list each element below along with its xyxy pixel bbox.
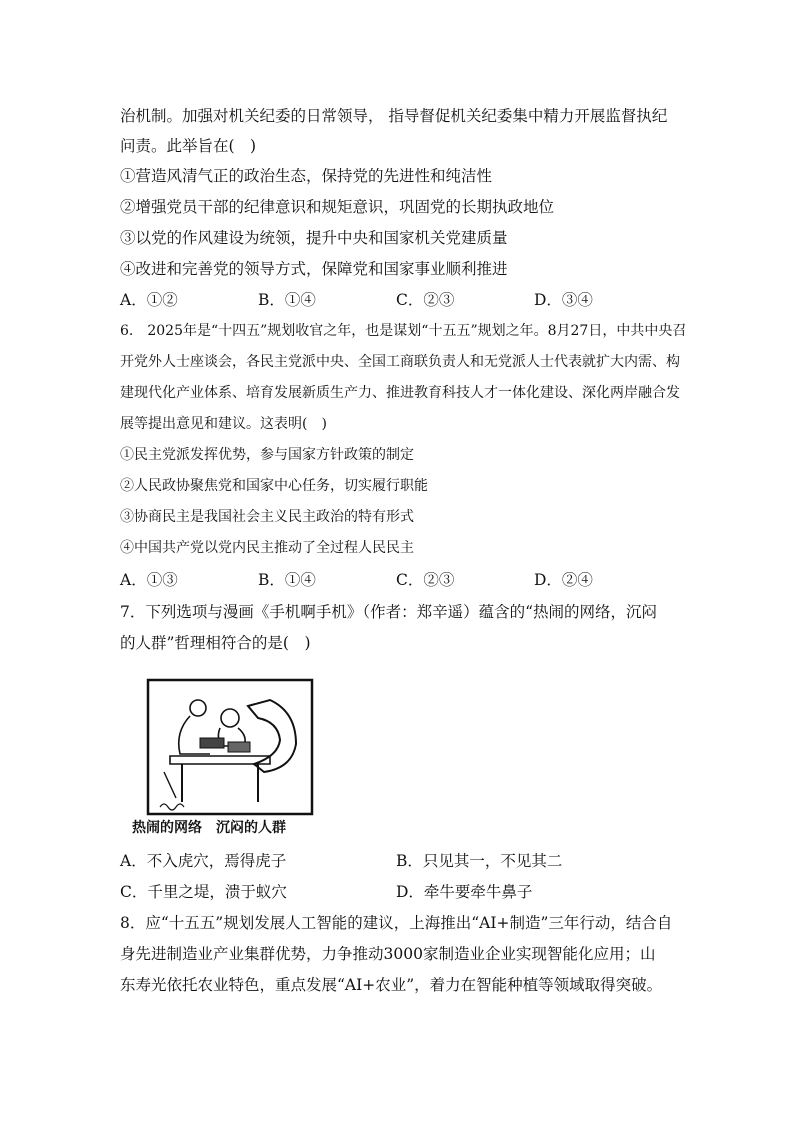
q5-item-2: ②增强党员干部的纪律意识和规矩意识，巩固党的长期执政地位	[120, 198, 555, 216]
q8-stem-line-2: 身先进制造业产业集群优势，力争推动3000家制造业企业实现智能化应用；山	[120, 945, 656, 963]
q5-choice-c: C．②③	[396, 291, 455, 309]
q6-stem-line-4: 展等提出意见和建议。这表明( )	[120, 416, 327, 432]
q7-choice-b: B．只见其一，不见其二	[396, 852, 563, 870]
q6-item-1: ①民主党派发挥优势，参与国家方针政策的制定	[120, 447, 414, 463]
q6-choice-d: D．②④	[534, 571, 593, 589]
q5-stem-line-2: 问责。此举旨在( )	[120, 137, 257, 155]
q5-item-4: ④改进和完善党的领导方式，保障党和国家事业顺利推进	[120, 260, 508, 278]
q6-stem-line-1: 6. 2025年是“十四五”规划收官之年，也是谋划“十五五”规划之年。8月27日，中共中央召	[120, 323, 687, 339]
q5-item-3: ③以党的作风建设为统领，提升中央和国家机关党建质量	[120, 229, 508, 247]
q5-choice-b: B．①④	[258, 291, 316, 309]
q6-choice-a: A．①③	[120, 571, 178, 589]
q6-stem-line-2: 开党外人士座谈会，各民主党派中央、全国工商联负责人和无党派人士代表就扩大内需、构	[120, 354, 680, 370]
q6-choice-c: C．②③	[396, 571, 455, 589]
q5-stem-line-1: 治机制。加强对机关纪委的日常领导， 指导督促机关纪委集中精力开展监督执纪	[120, 107, 668, 125]
q6-choice-b: B．①④	[258, 571, 316, 589]
cartoon-image	[120, 672, 320, 840]
q7-choice-d: D．牵牛要牵牛鼻子	[396, 883, 533, 901]
q7-choice-c: C．千里之堤，溃于蚁穴	[120, 883, 287, 901]
q5-choice-d: D．③④	[534, 291, 593, 309]
q7-choice-a: A．不入虎穴，焉得虎子	[120, 852, 287, 870]
q6-item-2: ②人民政协聚焦党和国家中心任务，切实履行职能	[120, 478, 428, 494]
q6-item-3: ③协商民主是我国社会主义民主政治的特有形式	[120, 509, 414, 525]
q8-stem-line-3: 东寿光依托农业特色，重点发展“AI+农业”，着力在智能种植等领域取得突破。	[120, 976, 663, 994]
q6-stem-line-3: 建现代化产业体系、培育发展新质生产力、推进教育科技人才一体化建设、深化两岸融合发	[120, 385, 680, 401]
q5-item-1: ①营造风清气正的政治生态，保持党的先进性和纯洁性	[120, 167, 493, 185]
q7-stem-line-2: 的人群”哲理相符合的是( )	[120, 634, 311, 652]
q5-choice-a: A．①②	[120, 291, 178, 309]
q7-stem-line-1: 7．下列选项与漫画《手机啊手机》（作者：郑辛遥）蕴含的“热闹的网络，沉闷	[120, 603, 658, 621]
q8-stem-line-1: 8．应“十五五”规划发展人工智能的建议，上海推出“AI+制造”三年行动，结合自	[120, 914, 673, 932]
cartoon-caption: 热闹的网络 沉闷的人群	[132, 820, 286, 836]
q6-item-4: ④中国共产党以党内民主推动了全过程人民民主	[120, 540, 414, 556]
